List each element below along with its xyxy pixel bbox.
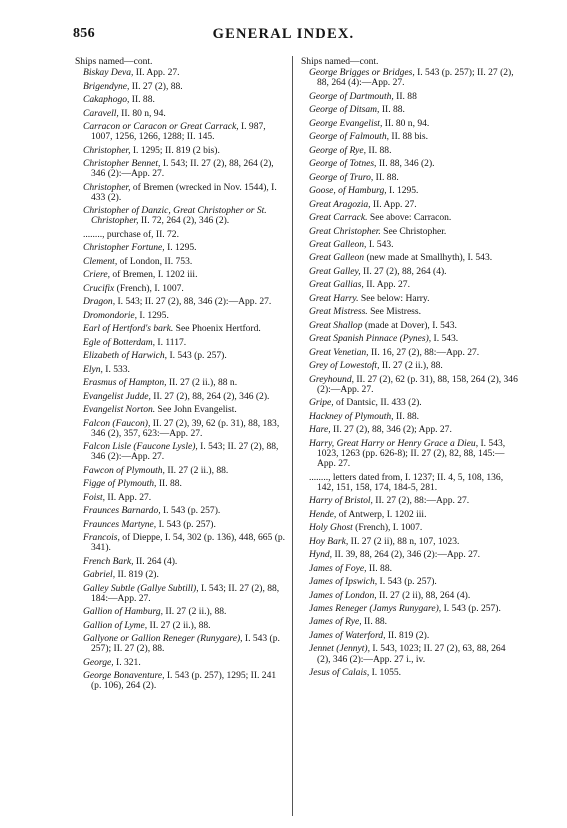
index-entry <box>299 375 521 395</box>
ship-name: Biskay Deva, <box>83 67 134 79</box>
ship-name: Great Carrack. <box>309 212 368 224</box>
entry-reference: I. 987, 1007, 1256, 1266, 1288; II. 145. <box>91 121 266 143</box>
index-entry <box>73 95 287 105</box>
entry-reference: II. 27 (2), 88, 346 (2); App. 27. <box>330 424 452 436</box>
column-divider <box>292 56 293 816</box>
index-entry <box>73 378 287 388</box>
index-entry <box>73 621 287 631</box>
index-entry <box>73 270 287 280</box>
entry-reference: (made at Dover), I. 543. <box>362 319 457 331</box>
entry-reference: II. 39, 88, 264 (2), 346 (2):—App. 27. <box>332 549 481 561</box>
entry-reference: I. 543, 1023, 1263 (pp. 626-8); II. 27 (2), 82, 88, 145:—App. 27. <box>317 437 506 470</box>
index-entry <box>299 550 521 560</box>
index-entry <box>299 294 521 304</box>
ship-name: Holy Ghost <box>309 522 353 534</box>
entry-reference: I. 543 (p. 257), 1295; II. 241 (p. 106), 264 (2). <box>91 670 277 692</box>
entry-reference: of Bremen, I. 1202 iii. <box>109 269 198 281</box>
entry-reference: II. 72, 264 (2), 346 (2). <box>138 215 230 227</box>
index-entry <box>299 348 521 358</box>
ship-name: George Brigges or Bridges, <box>309 67 415 79</box>
entry-reference: I. 1295. <box>164 242 197 254</box>
entry-reference: II. 27 (2), 88, 264 (4). <box>360 265 447 277</box>
entry-reference: I. 1295. <box>386 185 419 197</box>
ship-name: Jesus of Calais, <box>309 667 370 679</box>
index-entry <box>73 338 287 348</box>
section-heading: Ships named—cont. <box>75 56 153 67</box>
ship-name: Hackney of Plymouth, <box>309 410 394 422</box>
ship-name: Christopher, <box>83 181 131 193</box>
entry-reference: II. 88. <box>366 144 392 156</box>
ship-name: Harry of Bristol, <box>309 495 373 507</box>
entry-reference: I. 543; II. 27 (2), 88, 264 (2), 346 (2):—App. 27. <box>91 158 274 180</box>
section-heading: Ships named—cont. <box>301 56 379 67</box>
ship-name: Earl of Hertford's bark. <box>83 323 174 335</box>
entry-reference: of Dantsic, II. 433 (2). <box>333 397 422 409</box>
ship-name: George of Truro, <box>309 171 374 183</box>
index-entry <box>299 412 521 422</box>
entry-reference: I. 1295; II. 819 (2 bis). <box>130 144 220 156</box>
index-entry <box>73 324 287 334</box>
entry-reference: II. 88 <box>393 90 417 102</box>
ship-name: Christopher Fortune, <box>83 242 165 254</box>
index-entry <box>299 105 521 115</box>
index-entry <box>73 365 287 375</box>
index-entry <box>73 82 287 92</box>
index-entry <box>73 243 287 253</box>
page-number: 856 <box>73 26 95 41</box>
ship-name: Great Aragozia, <box>309 198 371 210</box>
entry-reference: I. 543 (p. 257). <box>441 603 501 614</box>
index-entry <box>299 425 521 435</box>
entry-reference: I. 543 (p. 257). <box>160 505 221 517</box>
ship-name: Erasmus of Hampton, <box>83 377 167 389</box>
index-entry <box>73 230 287 240</box>
index-entry <box>299 321 521 331</box>
entry-reference: II. 819 (2). <box>115 569 159 581</box>
index-entry <box>73 297 287 307</box>
index-entry <box>73 570 287 580</box>
entry-reference: See below: Harry. <box>358 292 430 304</box>
index-entry <box>73 607 287 617</box>
ship-name: Great Galley, <box>309 265 361 277</box>
ship-name: George of Dartmouth, <box>309 90 394 102</box>
ship-name: French Bark, <box>83 555 134 567</box>
left-entry-list <box>73 68 287 691</box>
index-entry <box>73 183 287 203</box>
entry-reference: II. 27 (2 ii.), 88. <box>379 360 443 372</box>
ship-name: Greyhound, <box>309 373 354 385</box>
index-entry <box>299 186 521 196</box>
index-entry <box>73 442 287 462</box>
index-entry <box>73 257 287 267</box>
ship-name: Hende, <box>309 508 337 520</box>
index-entry <box>299 398 521 408</box>
index-entry <box>299 146 521 156</box>
entry-reference: II. 88. <box>379 104 405 116</box>
ship-name: Francois, <box>83 532 120 544</box>
index-entry <box>299 591 521 601</box>
ship-name: Gripe, <box>309 397 334 409</box>
entry-reference: II. 27 (2 ii.), 88. <box>163 606 227 618</box>
right-entry-list <box>299 68 521 678</box>
ship-name: James Reneger (Jamys Runygare), <box>309 603 442 614</box>
entry-reference: II. 27 (2 ii.), 88 n. <box>166 377 238 389</box>
ship-name: Fraunces Barnardo, <box>83 505 161 517</box>
index-entry <box>299 496 521 506</box>
ship-name: Figge of Plymouth, <box>83 478 157 490</box>
entry-reference: of London, II. 753. <box>117 255 193 267</box>
index-entry <box>299 253 521 263</box>
index-entry <box>299 213 521 223</box>
index-entry <box>73 351 287 361</box>
index-entry <box>73 159 287 179</box>
entry-reference: II. 88, 346 (2). <box>376 158 435 170</box>
entry-reference: I. 1117. <box>155 336 187 348</box>
index-entry <box>299 604 521 614</box>
entry-reference: See John Evangelist. <box>155 404 237 416</box>
entry-reference: I. 543 (p. 257). <box>167 350 227 362</box>
index-entry <box>73 146 287 156</box>
index-entry <box>73 557 287 567</box>
ship-name: Crucifix <box>83 282 115 294</box>
entry-reference: of Dieppe, I. 54, 302 (p. 136), 448, 665 (p. 341). <box>91 532 286 554</box>
ship-name: Falcon (Faucon), <box>83 417 151 429</box>
ship-name: Foist, <box>83 491 106 503</box>
entry-reference: II. 88. <box>361 616 388 628</box>
entry-reference: I. 543; II. 27 (2), 88, 184:—App. 27. <box>91 582 280 604</box>
ship-name: Falcon Lisle (Faucone Lysle), <box>83 441 198 453</box>
ship-name: George, <box>83 656 114 668</box>
index-entry <box>299 523 521 533</box>
index-entry <box>73 479 287 489</box>
ship-name: Great Galleon <box>309 252 365 264</box>
index-entry <box>73 493 287 503</box>
index-entry <box>299 510 521 520</box>
ship-name: George of Totnes, <box>309 158 377 170</box>
index-entry <box>299 617 521 627</box>
ship-name: Christopher, <box>83 144 131 156</box>
index-entry <box>73 284 287 294</box>
ship-name: Great Harry. <box>309 292 359 304</box>
left-column <box>73 57 287 695</box>
entry-reference: I. 543 (p. 257). <box>377 576 437 588</box>
index-entry <box>299 173 521 183</box>
index-entry <box>299 68 521 88</box>
ship-name: Christopher of Danzic, Great Christopher or St. Christopher, <box>83 205 267 227</box>
index-entry <box>299 240 521 250</box>
ship-name: Harry, Great Harry or Henry Grace a Dieu, <box>309 437 479 449</box>
ship-name: Cakaphogo, <box>83 94 130 106</box>
index-entry <box>73 671 287 691</box>
entry-reference: II. App. 27. <box>363 279 410 291</box>
right-column <box>299 57 521 682</box>
ship-name: James of Rye, <box>309 616 362 628</box>
entry-reference: II. 27 (2 ii), 88 n, 107, 1023. <box>348 535 460 547</box>
ship-name: George Bonaventure, <box>83 670 165 682</box>
ship-name: Gallion of Lyme, <box>83 619 148 631</box>
running-title: GENERAL INDEX. <box>212 26 355 42</box>
entry-reference: II. App. 27. <box>133 67 180 79</box>
ship-name: Fawcon of Plymouth, <box>83 464 165 476</box>
ship-name: Carracon or Caracon or Great Carrack, <box>83 121 239 133</box>
ship-name: George of Ditsam, <box>309 104 380 116</box>
ship-name: Great Venetian, <box>309 346 369 358</box>
entry-reference: II. 16, 27 (2), 88:—App. 27. <box>368 346 480 358</box>
ship-name: Great Mistress. <box>309 306 368 318</box>
entry-reference: See Mistress. <box>367 306 422 318</box>
entry-reference: I. 543. <box>431 333 459 345</box>
ship-name: Hoy Bark, <box>309 535 349 547</box>
entry-reference: I. 543 (p. 257). <box>156 518 216 530</box>
ship-name: Great Spanish Pinnace (Pynes), <box>309 333 432 345</box>
index-entry <box>299 361 521 371</box>
ship-name: Gallion of Hamburg, <box>83 606 164 618</box>
entry-reference: I. 543; II. 27 (2), 88, 346 (2):—App. 27. <box>115 296 272 308</box>
entry-reference: (new made at Smallhyth), I. 543. <box>364 252 493 264</box>
index-entry <box>299 564 521 574</box>
ship-name: Galley Subtle (Gallye Subtill), <box>83 582 199 594</box>
ship-name: Great Galleon, <box>309 239 367 250</box>
ship-name: George Evangelist, <box>309 117 383 129</box>
ship-name: Great Gallias, <box>309 279 364 291</box>
index-entry <box>73 506 287 516</box>
index-entry <box>299 132 521 142</box>
index-entry <box>299 307 521 317</box>
entry-reference: I. 543, 1023; II. 27 (2), 63, 88, 264 (2), 346 (2):—App. 27 i., iv. <box>317 643 506 665</box>
ship-name: Egle of Botterdam, <box>83 336 156 348</box>
ship-name: Caravell, <box>83 107 119 119</box>
index-entry <box>73 658 287 668</box>
entry-reference: II. 27 (2), 62 (p. 31), 88, 158, 264 (2), 346 (2):—App. 27. <box>317 373 518 395</box>
index-entry <box>299 537 521 547</box>
ship-name: Fraunces Martyne, <box>83 518 157 530</box>
ship-name: Grey of Lowestoft, <box>309 360 380 372</box>
entry-reference: See above: Carracon. <box>367 212 452 224</box>
entry-reference: II. 27 (2 ii.), 88. <box>164 464 229 476</box>
entry-reference: I. 1295. <box>137 309 169 321</box>
entry-reference: (French), I. 1007. <box>352 522 423 534</box>
index-entry <box>299 577 521 587</box>
entry-reference: of Bremen (wrecked in Nov. 1544), I. 433 (2). <box>91 181 277 203</box>
ship-name: Elyn, <box>83 363 103 375</box>
index-entry <box>299 334 521 344</box>
entry-reference: II. 88. <box>373 171 399 183</box>
ship-name: Evangelist Norton. <box>83 404 156 416</box>
entry-reference: II. 27 (2), 39, 62 (p. 31), 88, 183, 346 (2), 357, 623:—App. 27. <box>91 417 280 439</box>
ship-name: James of Waterford, <box>309 629 386 641</box>
entry-reference: I. 321. <box>113 656 141 668</box>
entry-reference: II. 88. <box>366 562 392 574</box>
ship-name: Great Shallop <box>309 319 363 331</box>
index-entry <box>299 439 521 469</box>
ship-name: Clement, <box>83 255 118 267</box>
entry-reference: I. 543 (p. 257); II. 27 (2), 88, 264 (4):—App. 27. <box>317 67 514 89</box>
index-entry <box>73 584 287 604</box>
index-entry <box>73 533 287 553</box>
ship-name: George of Falmouth, <box>309 131 389 143</box>
entry-reference: II. 88 bis. <box>389 131 428 143</box>
ship-name: Goose, of Hamburg, <box>309 185 387 197</box>
entry-reference: II. 819 (2). <box>385 629 430 641</box>
entry-reference: II. 88. <box>393 410 420 422</box>
ship-name: Dragon, <box>83 296 116 308</box>
index-entry <box>299 280 521 290</box>
entry-reference: II. 27 (2), 88. <box>129 80 183 92</box>
ship-name: Criere, <box>83 269 110 281</box>
ship-name: Evangelist Judde, <box>83 390 151 402</box>
ship-name: Gabriel, <box>83 569 116 581</box>
entry-reference: II. 264 (4). <box>133 555 178 567</box>
ship-name: Brigendyne, <box>83 80 130 92</box>
index-entry <box>73 634 287 654</box>
index-entry <box>73 68 287 78</box>
page-header <box>0 26 567 44</box>
entry-reference: ........, purchase of, II. 72. <box>83 228 179 240</box>
entry-reference: See Christopher. <box>380 225 447 237</box>
index-entry <box>299 267 521 277</box>
entry-reference: (French), I. 1007. <box>114 282 184 294</box>
index-entry <box>73 311 287 321</box>
index-entry <box>299 473 521 493</box>
ship-name: Christopher Bennet, <box>83 158 161 170</box>
ship-name: Gallyone or Gallion Reneger (Runygare), <box>83 633 243 645</box>
ship-name: Jennet (Jennyt), <box>309 643 370 655</box>
entry-reference: II. 80 n, 94. <box>118 107 166 119</box>
ship-name: James of Foye, <box>309 562 367 574</box>
entry-reference: I. 543 (p. 257); II. 27 (2), 88. <box>91 633 280 655</box>
entry-reference: of Antwerp, I. 1202 iii. <box>336 508 427 520</box>
index-entry <box>299 227 521 237</box>
entry-reference: II. 80 n, 94. <box>382 117 430 129</box>
index-entry <box>299 119 521 129</box>
entry-reference: II. 27 (2 ii), 88, 264 (4). <box>376 589 471 601</box>
index-entry <box>299 631 521 641</box>
ship-name: Elizabeth of Harwich, <box>83 350 168 362</box>
entry-reference: I. 533. <box>102 363 130 375</box>
entry-reference: I. 543; II. 27 (2), 88, 346 (2):—App. 27. <box>91 441 279 463</box>
index-entry <box>73 520 287 530</box>
index-entry <box>73 405 287 415</box>
entry-reference: II. 88. <box>156 478 182 490</box>
entry-reference: II. App. 27. <box>105 491 152 503</box>
ship-name: James of London, <box>309 589 377 601</box>
index-entry <box>73 392 287 402</box>
entry-reference: II. 27 (2), 88:—App. 27. <box>372 495 470 507</box>
ship-name: George of Rye, <box>309 144 366 156</box>
ship-name: Great Christopher. <box>309 225 381 237</box>
index-entry <box>73 419 287 439</box>
entry-reference: II. 88. <box>129 94 155 106</box>
index-entry <box>73 206 287 226</box>
ship-name: Dromondorie, <box>83 309 138 321</box>
index-entry <box>299 159 521 169</box>
ship-name: Hare, <box>309 424 331 436</box>
entry-reference: See Phoenix Hertford. <box>173 323 261 335</box>
index-entry <box>299 200 521 210</box>
index-entry <box>73 109 287 119</box>
index-entry <box>73 466 287 476</box>
entry-reference: I. 543. <box>366 239 394 250</box>
entry-reference: II. 27 (2), 88, 264 (2), 346 (2). <box>150 390 270 402</box>
index-entry <box>299 92 521 102</box>
entry-reference: ........, letters dated from, I. 1237; II. 4, 5, 108, 136, 142, 151, 158, 174, 184-5, 281. <box>309 471 504 493</box>
index-entry <box>299 644 521 664</box>
entry-reference: I. 1055. <box>369 667 402 679</box>
ship-name: Hynd, <box>309 549 333 561</box>
index-entry <box>299 668 521 678</box>
entry-reference: II. App. 27. <box>370 198 417 210</box>
ship-name: James of Ipswich, <box>309 576 378 588</box>
entry-reference: II. 27 (2 ii.), 88. <box>147 619 211 631</box>
index-entry <box>73 122 287 142</box>
